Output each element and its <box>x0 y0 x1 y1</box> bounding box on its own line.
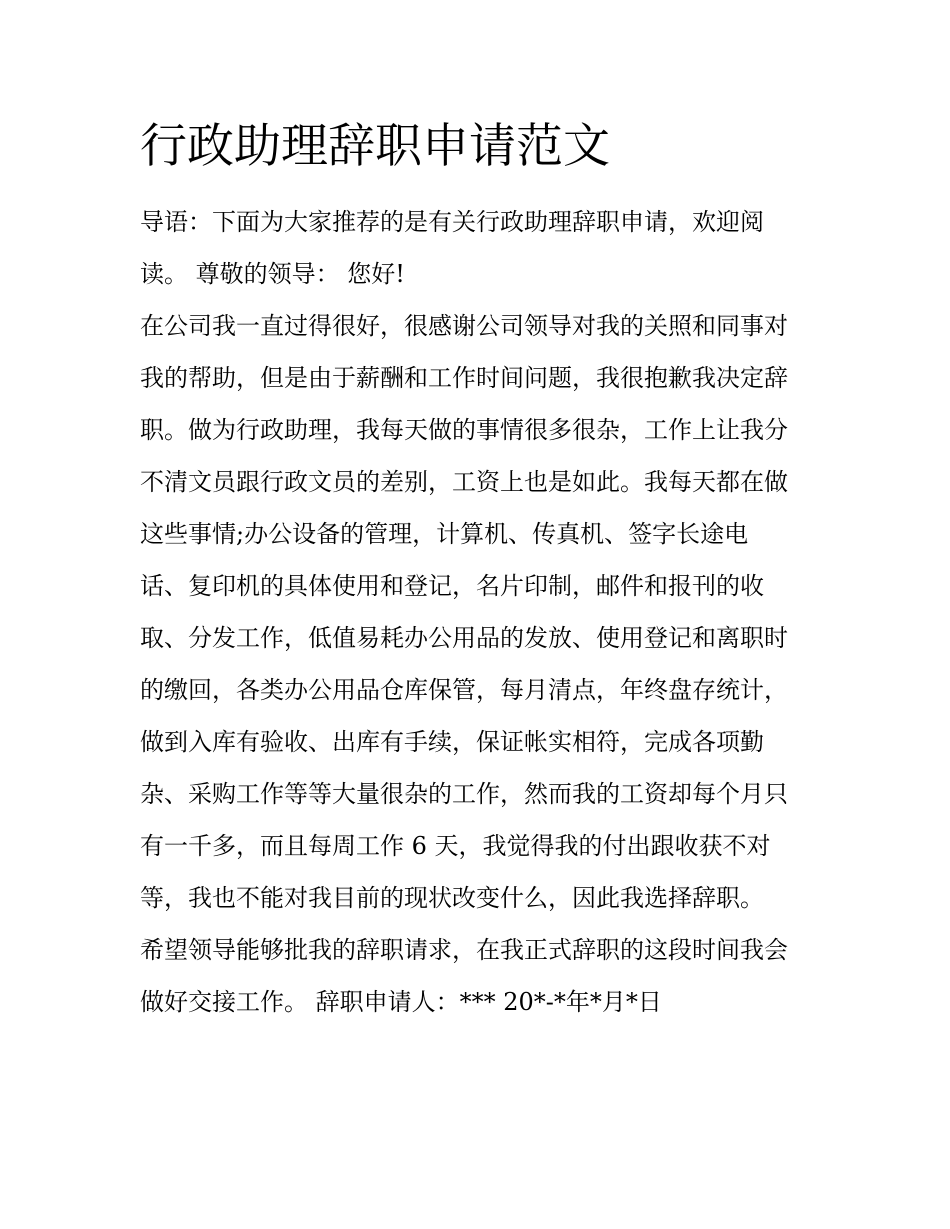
body-line: 不清文员跟行政文员的差别，工资上也是如此。我每天都在做 <box>140 468 788 496</box>
body-line: 在公司我一直过得很好，很感谢公司领导对我的关照和同事对 <box>140 312 788 340</box>
body-line: 读。 尊敬的领导： 您好! <box>140 260 405 288</box>
body-line: 取、分发工作，低值易耗办公用品的发放、使用登记和离职时 <box>140 624 788 652</box>
document-title: 行政助理辞职申请范文 <box>140 119 610 174</box>
body-line: 希望领导能够批我的辞职请求，在我正式辞职的这段时间我会 <box>140 936 788 964</box>
body-line: 做到入库有验收、出库有手续，保证帐实相符，完成各项勤 <box>140 728 764 756</box>
body-line: 职。做为行政助理，我每天做的事情很多很杂，工作上让我分 <box>140 416 788 444</box>
body-line: 的缴回，各类办公用品仓库保管，每月清点，年终盘存统计， <box>140 676 788 704</box>
body-line: 有一千多，而且每周工作 6 天，我觉得我的付出跟收获不对 <box>140 832 771 860</box>
body-line: 导语：下面为大家推荐的是有关行政助理辞职申请，欢迎阅 <box>140 208 764 236</box>
body-line: 我的帮助，但是由于薪酬和工作时间问题，我很抱歉我决定辞 <box>140 364 788 392</box>
body-line: 这些事情;办公设备的管理，计算机、传真机、签字长途电 <box>140 520 749 548</box>
body-line: 话、复印机的具体使用和登记，名片印制，邮件和报刊的收 <box>140 572 764 600</box>
signature-line: 做好交接工作。 辞职申请人：*** 20*-*年*月*日 <box>140 988 662 1016</box>
body-line: 杂、采购工作等等大量很杂的工作，然而我的工资却每个月只 <box>140 780 788 808</box>
body-line: 等，我也不能对我目前的现状改变什么，因此我选择辞职。 <box>140 884 764 912</box>
